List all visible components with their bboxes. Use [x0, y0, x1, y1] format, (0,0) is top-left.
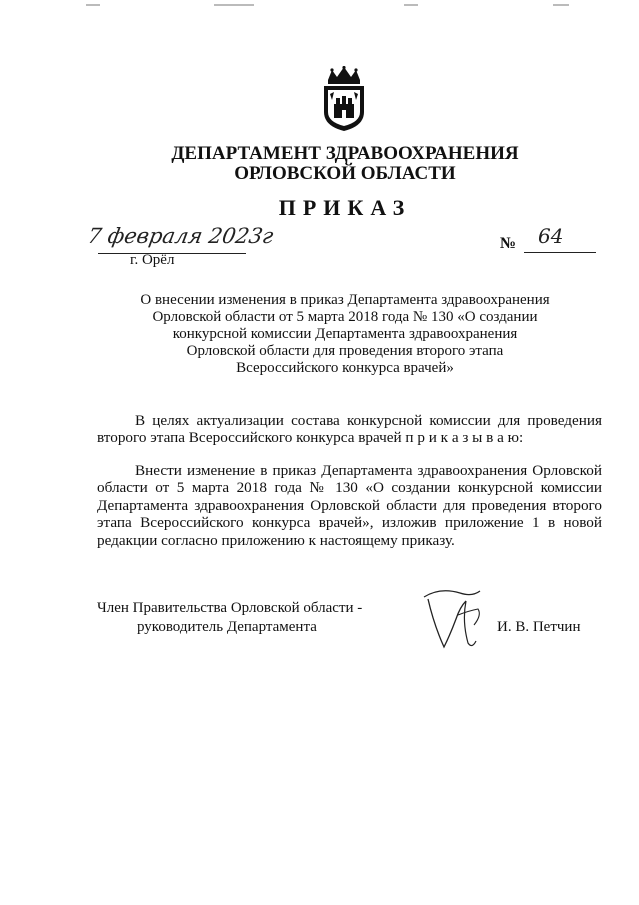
paragraph-line: второго этапа Всероссийского конкурса врачей п р и к а з ы в а ю: [97, 429, 524, 447]
number-label: № [500, 235, 517, 252]
handwritten-number: 64 [538, 224, 564, 248]
order-subject [120, 292, 570, 377]
paragraph-line: В целях актуализации состава конкурсной комиссии для проведения [135, 412, 602, 429]
scan-artifact [553, 4, 569, 6]
scan-artifact [214, 4, 254, 6]
subject-line: Орловской области от 5 марта 2018 года № 130 «О создании [152, 309, 538, 325]
subject-line: конкурсной комиссии Департамента здравоохранения [172, 326, 518, 342]
number-underline [524, 252, 596, 253]
subject-line: О внесении изменения в приказ Департамента здравоохранения [140, 292, 550, 308]
paragraph-preamble [97, 412, 602, 447]
paragraph-order [97, 462, 602, 549]
paragraph-line: Департамента здравоохранения Орловской области для проведения второго [97, 496, 602, 514]
department-name-line2: ОРЛОВСКОЙ ОБЛАСТИ [234, 163, 456, 184]
city-name: г. Орёл [130, 252, 175, 268]
paragraph-line: этапа Всероссийского конкурса врачей», изложив приложение 1 в новой [97, 514, 602, 532]
signer-role-line1: Член Правительства Орловской области - [97, 600, 363, 616]
subject-line: Орловской области для проведения второго этапа [186, 343, 504, 359]
department-name-line1: ДЕПАРТАМЕНТ ЗДРАВООХРАНЕНИЯ [171, 143, 519, 164]
paragraph-line: области от 5 марта 2018 года № 130 «О создании конкурсной комиссии [97, 479, 602, 497]
paragraph-line: Внести изменение в приказ Департамента здравоохранения Орловской [135, 462, 602, 479]
coat-of-arms-icon [318, 66, 370, 132]
paragraph-line: редакции согласно приложению к настоящему приказу. [97, 531, 455, 549]
signer-role-line2: руководитель Департамента [137, 619, 317, 635]
scan-artifact [404, 4, 418, 6]
signer-name: И. В. Петчин [497, 619, 581, 635]
handwritten-date: 7 февраля 2023г [85, 224, 276, 248]
scan-artifact [86, 4, 100, 6]
handwritten-signature [420, 585, 500, 655]
subject-line: Всероссийского конкурса врачей» [236, 360, 454, 376]
document-type-title: ПРИКАЗ [278, 195, 412, 220]
